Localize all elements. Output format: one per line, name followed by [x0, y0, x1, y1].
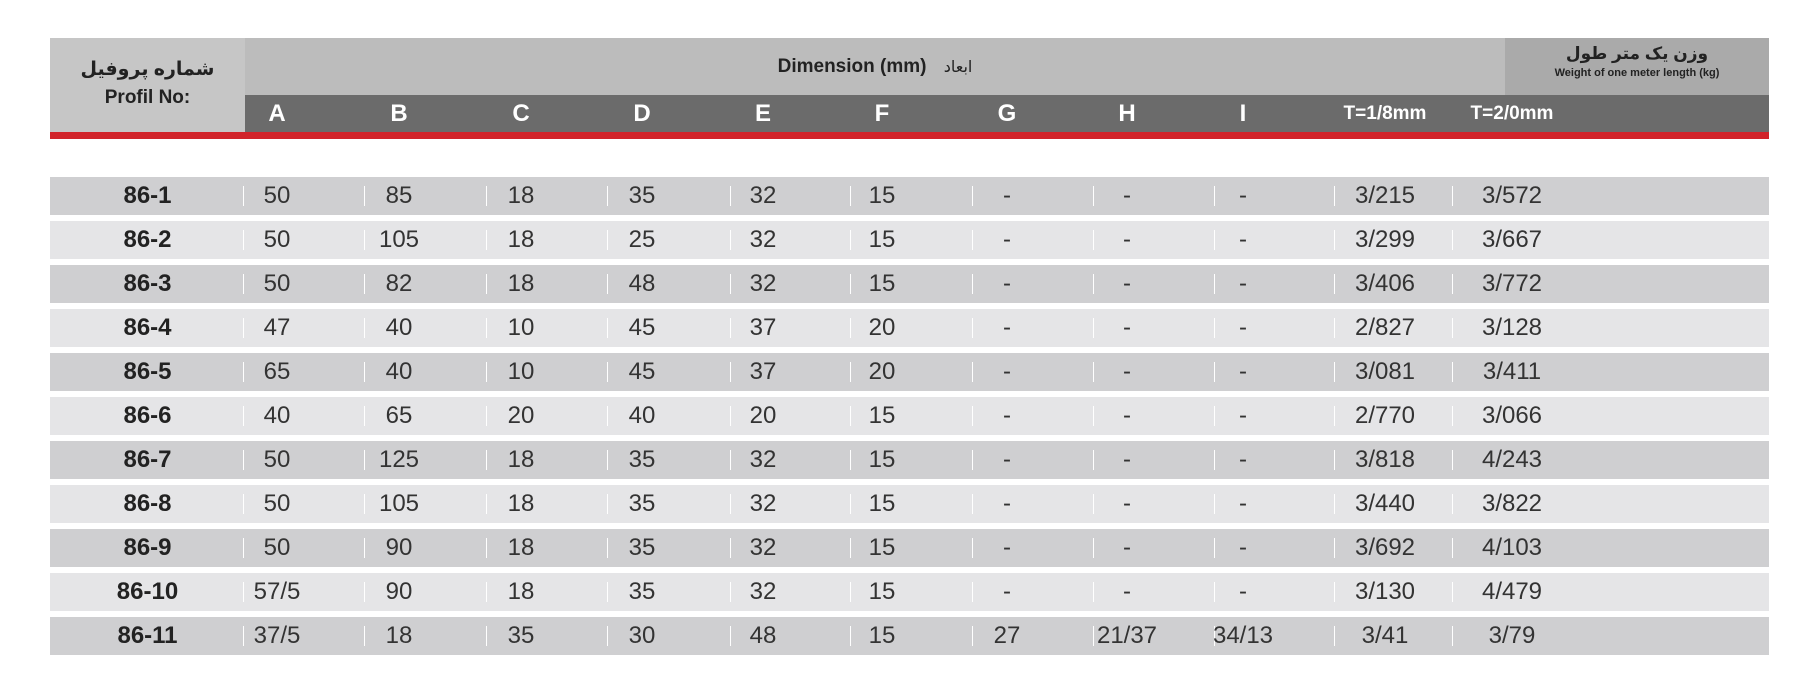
cell-d: 45: [628, 358, 656, 385]
table-row: [50, 573, 1769, 611]
cell-t-1-8mm: 3/440: [1354, 490, 1416, 517]
cell-t-2-0mm: 3/79: [1488, 622, 1536, 649]
cell-divider: [1452, 362, 1453, 382]
cell-h: -: [1123, 402, 1131, 429]
cell-e: 32: [749, 490, 777, 517]
cell-i: -: [1239, 534, 1247, 561]
cell-g: -: [1003, 534, 1011, 561]
cell-divider: [1452, 494, 1453, 514]
column-header-h: H: [1118, 100, 1136, 127]
cell-b: 40: [385, 314, 413, 341]
cell-a: 50: [263, 270, 291, 297]
cell-i: -: [1239, 226, 1247, 253]
cell-t-1-8mm: 2/770: [1354, 402, 1416, 429]
cell-h: -: [1123, 490, 1131, 517]
column-header-f: F: [874, 100, 890, 127]
cell-e: 37: [749, 358, 777, 385]
cell-t-2-0mm: 4/243: [1481, 446, 1543, 473]
cell-c: 18: [507, 182, 535, 209]
cell-e: 32: [749, 270, 777, 297]
cell-h: 21/37: [1096, 622, 1158, 649]
profile-dimension-table: [50, 38, 1769, 649]
cell-h: -: [1123, 270, 1131, 297]
cell-c: 20: [507, 402, 535, 429]
cell-d: 35: [628, 534, 656, 561]
cell-f: 15: [868, 402, 896, 429]
cell-t-2-0mm: 3/772: [1481, 270, 1543, 297]
cell-g: -: [1003, 578, 1011, 605]
weight-header: [1505, 38, 1769, 95]
column-header-a: A: [268, 100, 286, 127]
cell-g: -: [1003, 446, 1011, 473]
column-header-b: B: [390, 100, 408, 127]
cell-c: 18: [507, 270, 535, 297]
cell-a: 40: [263, 402, 291, 429]
column-header-g: G: [997, 100, 1017, 127]
cell-b: 105: [378, 490, 420, 517]
cell-t-2-0mm: 3/572: [1481, 182, 1543, 209]
column-header-t-1-8mm: T=1/8mm: [1343, 103, 1427, 124]
cell-b: 105: [378, 226, 420, 253]
cell-i: -: [1239, 182, 1247, 209]
cell-t-2-0mm: 3/822: [1481, 490, 1543, 517]
cell-c: 18: [507, 578, 535, 605]
table-row: [50, 485, 1769, 523]
cell-e: 32: [749, 578, 777, 605]
cell-a: 50: [263, 182, 291, 209]
column-header-c: C: [512, 100, 530, 127]
cell-f: 15: [868, 622, 896, 649]
cell-t-2-0mm: 3/411: [1482, 358, 1542, 385]
table-row: [50, 617, 1769, 655]
cell-e: 32: [749, 226, 777, 253]
cell-i: -: [1239, 270, 1247, 297]
profile-number-cell: 86-1: [123, 182, 172, 209]
profile-number-label-fa: شماره پروفیل: [80, 59, 215, 80]
column-header-t-2-0mm: T=2/0mm: [1470, 103, 1554, 124]
cell-t-1-8mm: 3/406: [1354, 270, 1416, 297]
cell-a: 50: [263, 534, 291, 561]
table-row: [50, 353, 1769, 391]
cell-b: 90: [385, 578, 413, 605]
cell-divider: [1452, 626, 1453, 646]
cell-i: -: [1239, 578, 1247, 605]
cell-divider: [1452, 406, 1453, 426]
cell-h: -: [1123, 314, 1131, 341]
profile-number-cell: 86-3: [123, 270, 172, 297]
cell-d: 40: [628, 402, 656, 429]
table-row: [50, 441, 1769, 479]
cell-h: -: [1123, 358, 1131, 385]
table-row: [50, 397, 1769, 435]
cell-divider: [1452, 186, 1453, 206]
cell-t-1-8mm: 3/081: [1354, 358, 1416, 385]
profile-number-header: [50, 38, 245, 138]
cell-d: 35: [628, 490, 656, 517]
cell-a: 50: [263, 446, 291, 473]
cell-f: 15: [868, 490, 896, 517]
cell-t-2-0mm: 4/479: [1481, 578, 1543, 605]
column-header-e: E: [754, 100, 771, 127]
table-header: [50, 38, 1769, 138]
cell-g: -: [1003, 402, 1011, 429]
cell-g: -: [1003, 270, 1011, 297]
cell-e: 32: [749, 446, 777, 473]
cell-c: 18: [507, 490, 535, 517]
cell-t-2-0mm: 3/066: [1481, 402, 1543, 429]
table-body: [50, 177, 1769, 661]
cell-a: 37/5: [253, 622, 301, 649]
profile-number-cell: 86-2: [123, 226, 172, 253]
cell-i: -: [1239, 402, 1247, 429]
cell-f: 15: [868, 226, 896, 253]
cell-c: 35: [507, 622, 535, 649]
profile-number-cell: 86-11: [117, 622, 178, 649]
cell-a: 47: [263, 314, 291, 341]
cell-f: 20: [868, 314, 896, 341]
cell-b: 18: [385, 622, 413, 649]
cell-h: -: [1123, 446, 1131, 473]
cell-t-2-0mm: 3/128: [1481, 314, 1543, 341]
cell-e: 37: [749, 314, 777, 341]
cell-d: 25: [628, 226, 656, 253]
cell-c: 18: [507, 226, 535, 253]
cell-t-2-0mm: 4/103: [1481, 534, 1543, 561]
cell-divider: [1452, 582, 1453, 602]
cell-d: 45: [628, 314, 656, 341]
cell-d: 48: [628, 270, 656, 297]
cell-g: -: [1003, 358, 1011, 385]
cell-e: 20: [749, 402, 777, 429]
cell-t-1-8mm: 2/827: [1354, 314, 1416, 341]
cell-a: 65: [263, 358, 291, 385]
cell-h: -: [1123, 534, 1131, 561]
column-header-row: [245, 95, 1769, 132]
cell-a: 57/5: [253, 578, 301, 605]
profile-number-label-en: Profil No:: [104, 87, 191, 108]
dimension-label-en: Dimension (mm): [777, 56, 927, 77]
weight-label-en: Weight of one meter length (kg): [1554, 67, 1720, 79]
cell-c: 18: [507, 534, 535, 561]
cell-i: -: [1239, 490, 1247, 517]
dimension-header: [245, 38, 1505, 95]
cell-divider: [1452, 538, 1453, 558]
cell-f: 15: [868, 182, 896, 209]
cell-g: -: [1003, 182, 1011, 209]
cell-b: 85: [385, 182, 413, 209]
profile-number-cell: 86-10: [116, 578, 179, 605]
cell-f: 15: [868, 270, 896, 297]
cell-i: -: [1239, 446, 1247, 473]
column-header-d: D: [633, 100, 651, 127]
cell-f: 15: [868, 446, 896, 473]
cell-g: -: [1003, 490, 1011, 517]
cell-e: 48: [749, 622, 777, 649]
cell-b: 65: [385, 402, 413, 429]
cell-g: 27: [993, 622, 1021, 649]
cell-d: 35: [628, 578, 656, 605]
cell-c: 10: [507, 358, 535, 385]
cell-h: -: [1123, 182, 1131, 209]
cell-f: 15: [868, 578, 896, 605]
cell-d: 35: [628, 182, 656, 209]
weight-label-fa: وزن یک متر طول: [1565, 44, 1709, 63]
cell-h: -: [1123, 578, 1131, 605]
cell-f: 15: [868, 534, 896, 561]
column-header-i: I: [1239, 100, 1247, 127]
cell-divider: [1452, 274, 1453, 294]
cell-h: -: [1123, 226, 1131, 253]
cell-c: 18: [507, 446, 535, 473]
profile-number-cell: 86-7: [123, 446, 172, 473]
cell-i: -: [1239, 358, 1247, 385]
cell-t-1-8mm: 3/130: [1354, 578, 1416, 605]
table-row: [50, 529, 1769, 567]
cell-t-1-8mm: 3/692: [1354, 534, 1416, 561]
cell-e: 32: [749, 534, 777, 561]
cell-e: 32: [749, 182, 777, 209]
cell-b: 40: [385, 358, 413, 385]
cell-t-1-8mm: 3/299: [1354, 226, 1416, 253]
cell-i: 34/13: [1212, 622, 1274, 649]
cell-t-1-8mm: 3/41: [1361, 622, 1409, 649]
cell-a: 50: [263, 490, 291, 517]
cell-b: 125: [378, 446, 420, 473]
cell-g: -: [1003, 226, 1011, 253]
cell-divider: [1452, 450, 1453, 470]
table-row: [50, 309, 1769, 347]
profile-number-cell: 86-8: [123, 490, 172, 517]
dimension-label-fa: ابعاد: [943, 59, 973, 76]
header-accent-bar: [50, 132, 1769, 139]
profile-number-cell: 86-4: [123, 314, 172, 341]
table-row: [50, 221, 1769, 259]
cell-t-1-8mm: 3/818: [1354, 446, 1416, 473]
cell-t-2-0mm: 3/667: [1481, 226, 1543, 253]
cell-b: 90: [385, 534, 413, 561]
cell-a: 50: [263, 226, 291, 253]
cell-d: 30: [628, 622, 656, 649]
cell-d: 35: [628, 446, 656, 473]
cell-divider: [1452, 230, 1453, 250]
cell-i: -: [1239, 314, 1247, 341]
table-row: [50, 265, 1769, 303]
profile-number-cell: 86-5: [123, 358, 172, 385]
table-row: [50, 177, 1769, 215]
cell-f: 20: [868, 358, 896, 385]
cell-t-1-8mm: 3/215: [1354, 182, 1416, 209]
cell-g: -: [1003, 314, 1011, 341]
cell-divider: [1452, 318, 1453, 338]
cell-c: 10: [507, 314, 535, 341]
profile-number-cell: 86-6: [123, 402, 172, 429]
profile-number-cell: 86-9: [123, 534, 172, 561]
cell-b: 82: [385, 270, 413, 297]
